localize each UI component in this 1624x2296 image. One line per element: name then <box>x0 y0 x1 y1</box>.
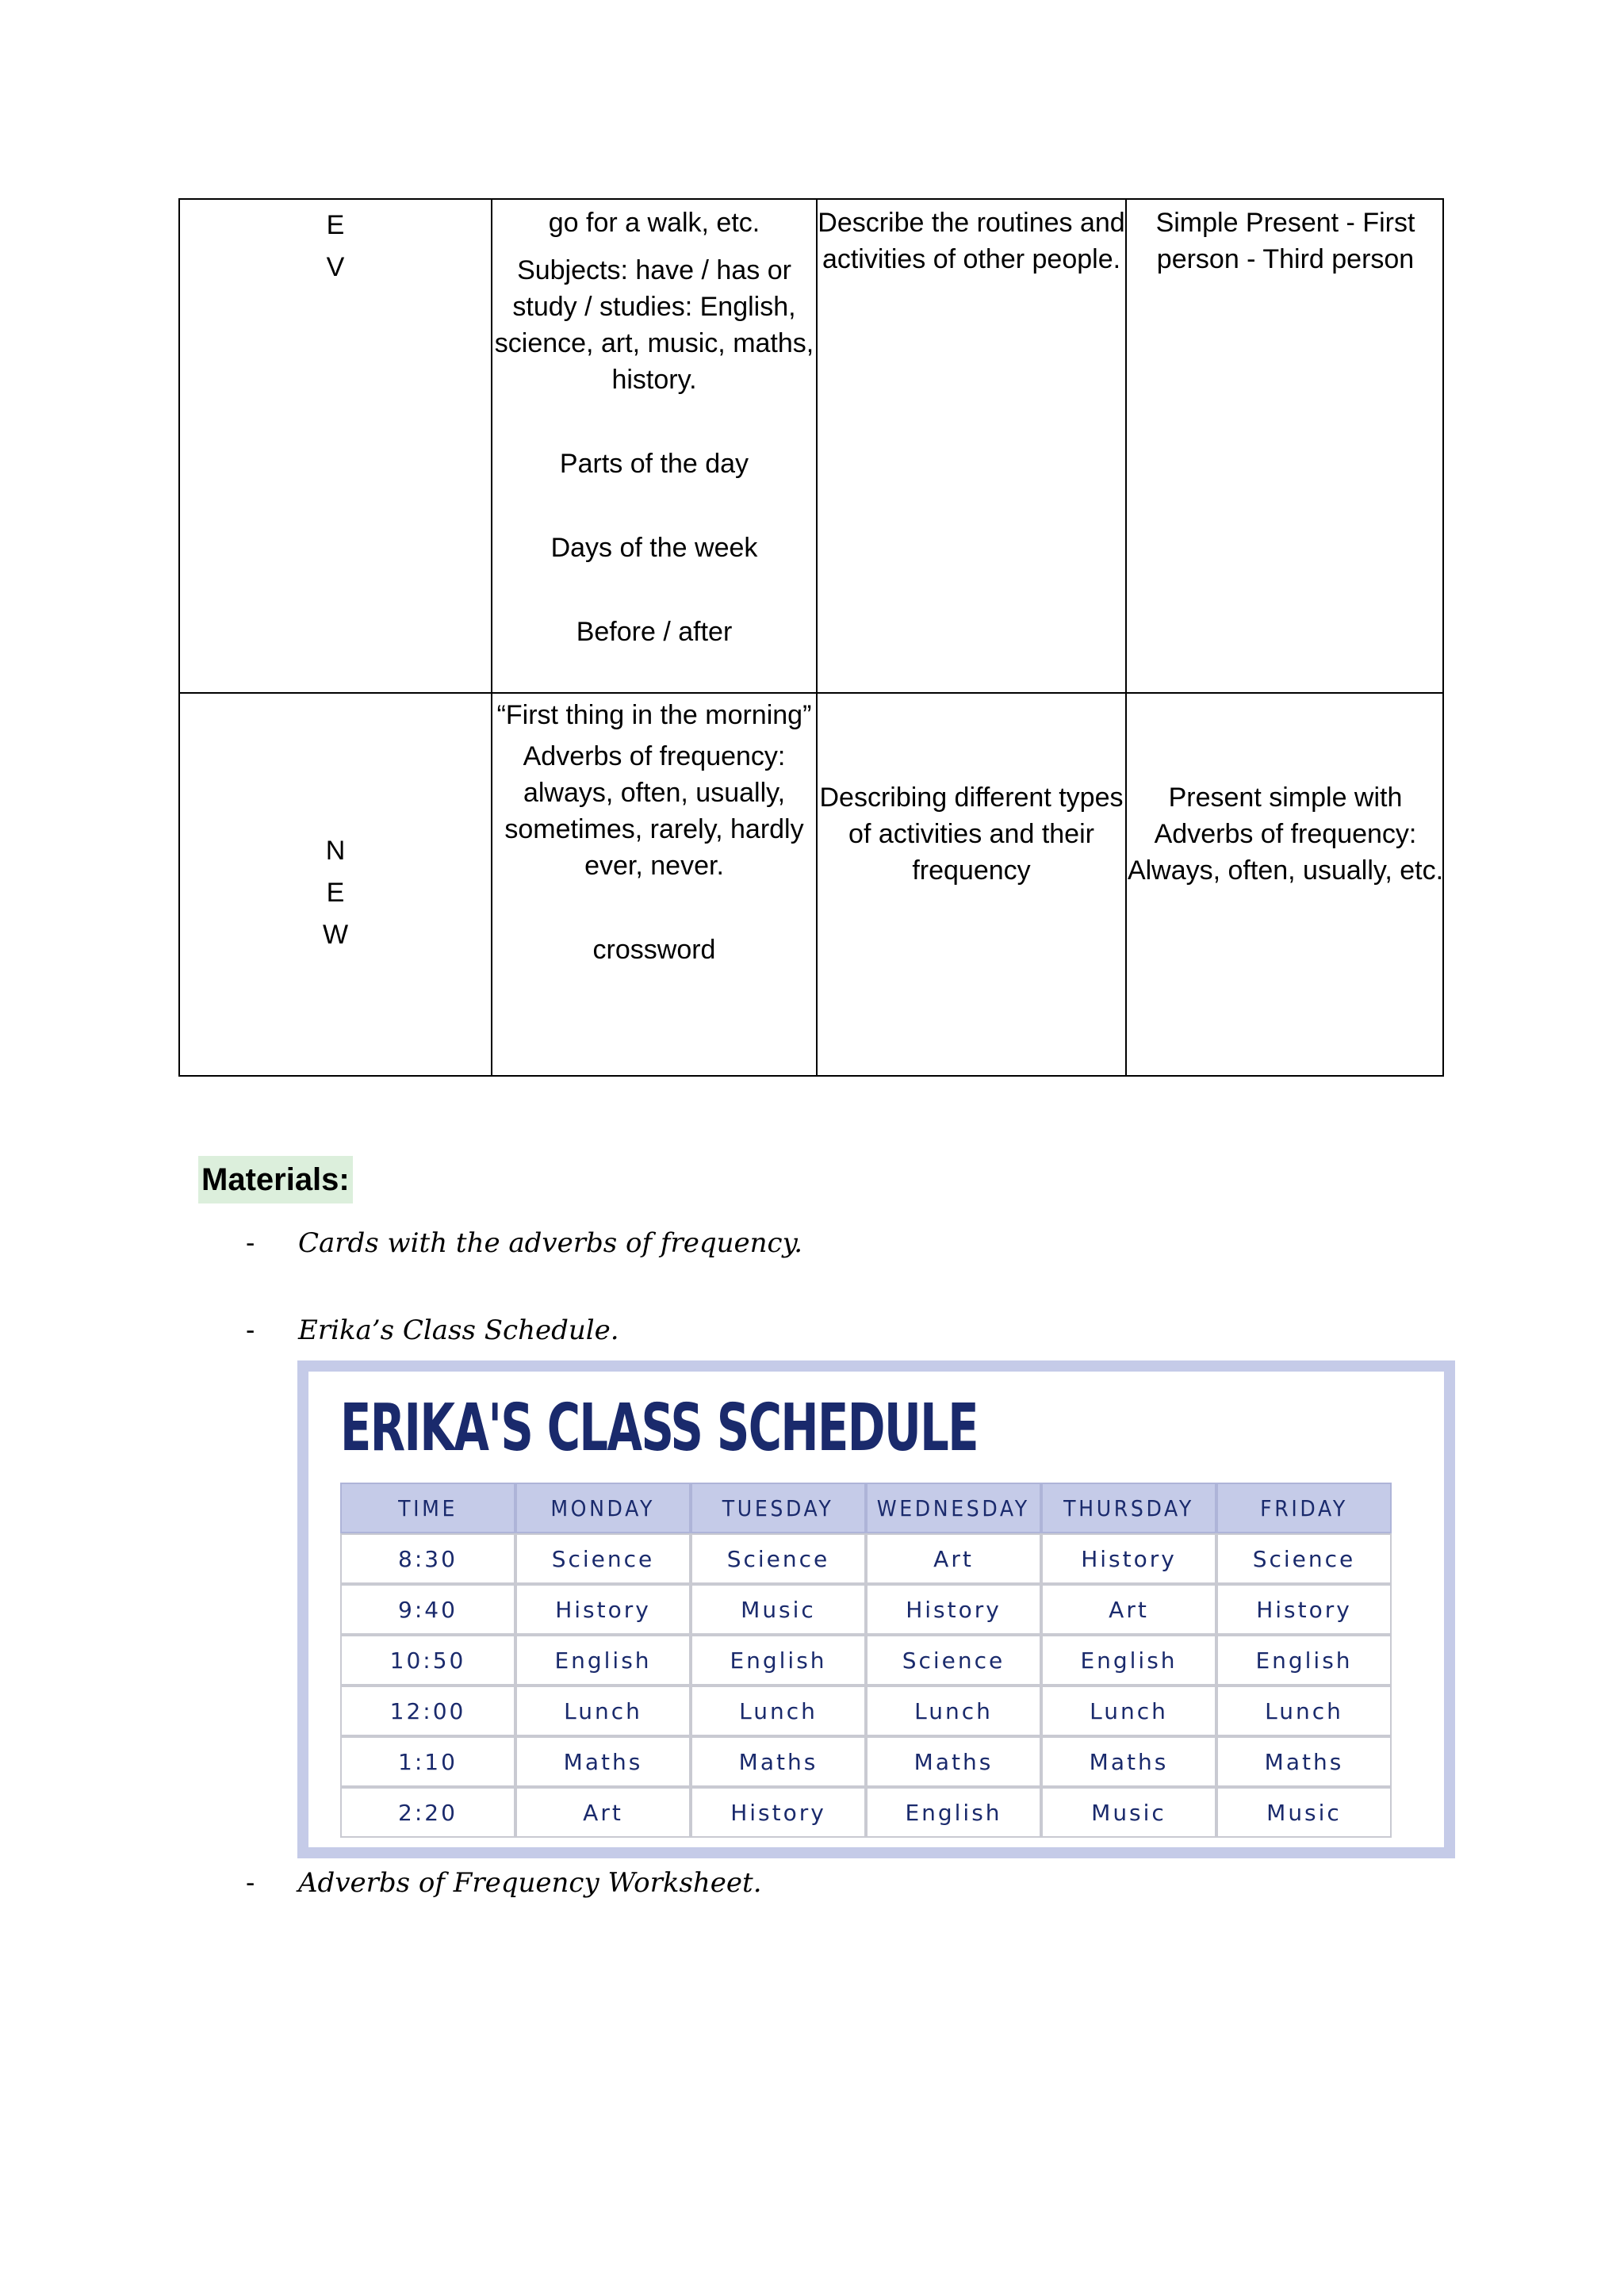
schedule-time-cell: 12:00 <box>340 1686 515 1736</box>
class-schedule-image <box>297 1360 1455 1858</box>
schedule-title: ERIKA'S CLASS SCHEDULE <box>340 1391 979 1466</box>
content-line: Before / after <box>576 617 733 647</box>
schedule-subject-cell: English <box>691 1635 866 1686</box>
stage-letter: V <box>326 252 345 282</box>
schedule-row <box>340 1635 1392 1686</box>
materials-heading: Materials: <box>198 1156 353 1203</box>
schedule-grid <box>340 1483 1392 1838</box>
table-row-ev <box>180 200 1442 694</box>
schedule-card <box>308 1372 1444 1847</box>
schedule-subject-cell: History <box>515 1584 691 1635</box>
material-item: Erika’s Class Schedule. <box>298 1314 619 1346</box>
schedule-time-cell: 8:30 <box>340 1533 515 1584</box>
schedule-time-cell: 1:10 <box>340 1736 515 1787</box>
bullet: - <box>246 1315 255 1345</box>
schedule-header-cell: TIME <box>340 1483 515 1533</box>
schedule-header-cell: WEDNESDAY <box>866 1483 1041 1533</box>
schedule-header-row <box>340 1483 1392 1533</box>
schedule-subject-cell: Maths <box>515 1736 691 1787</box>
schedule-row <box>340 1686 1392 1736</box>
schedule-subject-cell: Lunch <box>866 1686 1041 1736</box>
content-adverbs: Adverbs of frequency: always, often, usually, sometimes, rarely, hardly ever, never. <box>504 741 804 881</box>
grammar-cell: Present simple with Adverbs of frequency: Always, often, usually, etc. <box>1127 783 1444 886</box>
schedule-header-cell: FRIDAY <box>1216 1483 1392 1533</box>
table-row-new <box>180 694 1442 1075</box>
schedule-subject-cell: Maths <box>1041 1736 1216 1787</box>
schedule-subject-cell: Maths <box>691 1736 866 1787</box>
schedule-subject-cell: Maths <box>1216 1736 1392 1787</box>
schedule-header-cell: MONDAY <box>515 1483 691 1533</box>
schedule-header-cell: TUESDAY <box>691 1483 866 1533</box>
bullet: - <box>246 1228 255 1258</box>
content-line: “First thing in the morning” <box>496 700 812 730</box>
stage-cell <box>180 200 492 692</box>
schedule-subject-cell: Lunch <box>1041 1686 1216 1736</box>
schedule-row <box>340 1584 1392 1635</box>
stage-cell <box>180 694 492 1075</box>
stage-letter: E <box>326 210 345 240</box>
schedule-subject-cell: English <box>515 1635 691 1686</box>
bullet: - <box>246 1868 255 1898</box>
function-cell: Describe the routines and activities of other people. <box>818 200 1127 692</box>
schedule-subject-cell: Science <box>691 1533 866 1584</box>
stage-letter: W <box>322 920 349 950</box>
schedule-subject-cell: Science <box>866 1635 1041 1686</box>
content-cell <box>492 694 818 1075</box>
schedule-subject-cell: Music <box>1216 1787 1392 1838</box>
schedule-subject-cell: Art <box>1041 1584 1216 1635</box>
schedule-subject-cell: Art <box>515 1787 691 1838</box>
content-line: crossword <box>592 935 716 965</box>
schedule-subject-cell: English <box>1041 1635 1216 1686</box>
material-item: Adverbs of Frequency Worksheet. <box>298 1867 762 1899</box>
content-line: Parts of the day <box>559 449 749 479</box>
content-cell <box>492 200 818 692</box>
schedule-row <box>340 1736 1392 1787</box>
stage-letter: N <box>325 836 346 866</box>
schedule-header-cell: THURSDAY <box>1041 1483 1216 1533</box>
schedule-subject-cell: English <box>1216 1635 1392 1686</box>
schedule-subject-cell: History <box>1216 1584 1392 1635</box>
schedule-row <box>340 1533 1392 1584</box>
schedule-time-cell: 9:40 <box>340 1584 515 1635</box>
schedule-time-cell: 10:50 <box>340 1635 515 1686</box>
material-item: Cards with the adverbs of frequency. <box>298 1227 803 1259</box>
schedule-subject-cell: History <box>866 1584 1041 1635</box>
schedule-subject-cell: Lunch <box>515 1686 691 1736</box>
schedule-subject-cell: Art <box>866 1533 1041 1584</box>
schedule-subject-cell: Science <box>515 1533 691 1584</box>
schedule-subject-cell: Science <box>1216 1533 1392 1584</box>
schedule-time-cell: 2:20 <box>340 1787 515 1838</box>
stage-letter: E <box>326 878 345 908</box>
schedule-subject-cell: Maths <box>866 1736 1041 1787</box>
schedule-subject-cell: Lunch <box>1216 1686 1392 1736</box>
schedule-subject-cell: Music <box>691 1584 866 1635</box>
schedule-subject-cell: Music <box>1041 1787 1216 1838</box>
lesson-plan-table <box>178 198 1444 1077</box>
content-line: go for a walk, etc. <box>548 208 760 238</box>
schedule-subject-cell: Lunch <box>691 1686 866 1736</box>
content-line: Days of the week <box>550 533 758 563</box>
schedule-row <box>340 1787 1392 1838</box>
schedule-subject-cell: History <box>691 1787 866 1838</box>
schedule-subject-cell: History <box>1041 1533 1216 1584</box>
schedule-subject-cell: English <box>866 1787 1041 1838</box>
function-cell: Describing different types of activities and their frequency <box>818 694 1127 1075</box>
grammar-cell: Simple Present - First person - Third person <box>1155 208 1415 274</box>
content-subjects: Subjects: have / has or study / studies: English, science, art, music, maths, history. <box>494 255 814 395</box>
